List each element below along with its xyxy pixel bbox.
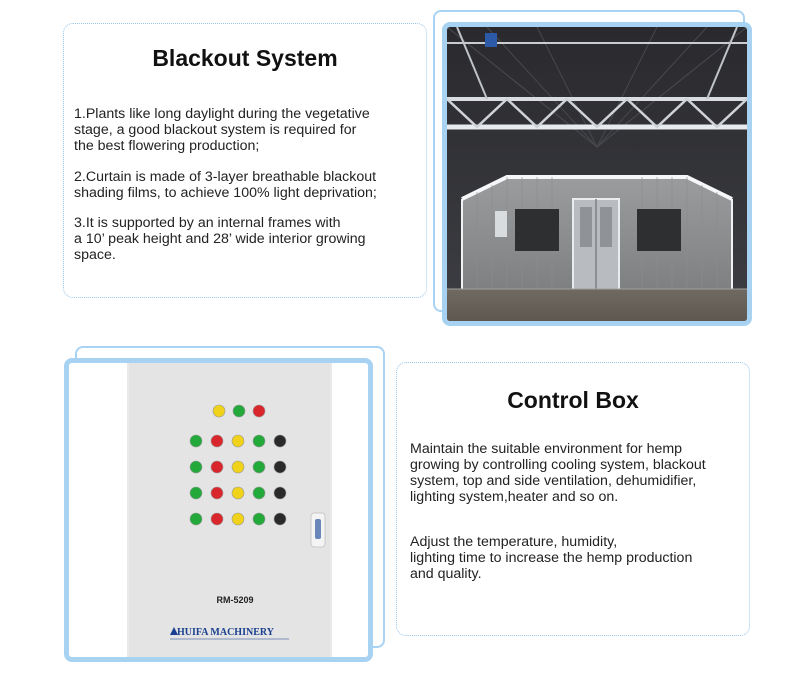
- indicator-lamp: [211, 461, 223, 473]
- indicator-lamp: [253, 405, 265, 417]
- control-box-photo: [64, 358, 373, 662]
- indicator-lamp: [274, 435, 286, 447]
- blackout-system-title: Blackout System: [152, 45, 338, 71]
- indicator-lamp: [274, 461, 286, 473]
- indicator-lamp: [232, 487, 244, 499]
- indicator-lamp: [211, 513, 223, 525]
- control-box-title: Control Box: [507, 387, 639, 413]
- greenhouse-interior-photo: [442, 22, 752, 326]
- indicator-lamp: [274, 513, 286, 525]
- indicator-lamp: [190, 513, 202, 525]
- indicator-lamp: [211, 435, 223, 447]
- blackout-point-2: 2.Curtain is made of 3-layer breathable blackout shading films, to achieve 100% light deprivation;: [74, 169, 377, 201]
- control-box-paragraph-2: Adjust the temperature, humidity, lighting time to increase the hemp production and quality.: [410, 534, 693, 582]
- indicator-lamp: [211, 487, 223, 499]
- control-box-paragraph-1: Maintain the suitable environment for hemp growing by controlling cooling system, blackout system, top and side ventilation, dehumidifier, lighting system,heater and so on.: [410, 441, 706, 505]
- control-box-card: [396, 362, 750, 636]
- indicator-lamp: [253, 435, 265, 447]
- indicator-lamp: [232, 461, 244, 473]
- blackout-system-card: [63, 23, 427, 298]
- indicator-lamp: [190, 487, 202, 499]
- model-label: RM-5209: [216, 595, 254, 605]
- indicator-lamp: [232, 435, 244, 447]
- indicator-lamp: [233, 405, 245, 417]
- indicator-lamp: [274, 487, 286, 499]
- indicator-lamp: [253, 461, 265, 473]
- indicator-lamp: [253, 513, 265, 525]
- indicator-lamp: [190, 461, 202, 473]
- brand-label: HUIFA MACHINERY: [177, 627, 274, 638]
- blackout-point-3: 3.It is supported by an internal frames with a 10’ peak height and 28’ wide interior growing space.: [74, 215, 366, 263]
- blackout-point-1: 1.Plants like long daylight during the vegetative stage, a good blackout system is required for the best flowering production;: [74, 106, 370, 154]
- indicator-lamp: [190, 435, 202, 447]
- indicator-lamp: [253, 487, 265, 499]
- indicator-lamp: [213, 405, 225, 417]
- indicator-lamp: [232, 513, 244, 525]
